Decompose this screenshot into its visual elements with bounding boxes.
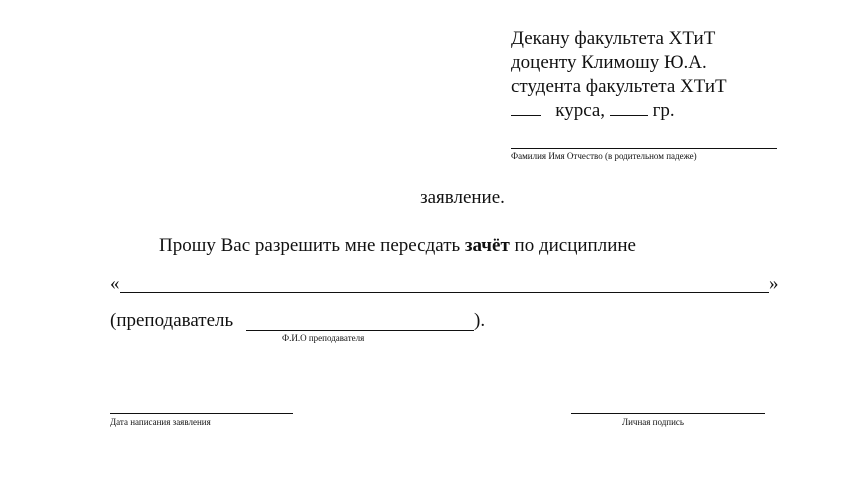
request-text-after: по дисциплине [514, 235, 636, 256]
signature-hint: Личная подпись [622, 417, 685, 427]
teacher-close: ). [474, 310, 486, 331]
date-hint: Дата написания заявления [110, 417, 211, 427]
document-title: заявление. [420, 187, 505, 208]
signature-line [571, 413, 765, 414]
date-line [110, 413, 293, 414]
request-text-before: Прошу Вас разрешить мне пересдать [159, 235, 461, 256]
addressee-student: студента факультета ХТиТ [511, 76, 727, 97]
teacher-name-hint: Ф.И.О преподавателя [282, 333, 365, 343]
quote-close: » [769, 273, 779, 294]
group-label: гр. [652, 100, 675, 121]
teacher-name-line [246, 330, 474, 331]
addressee-block [511, 27, 727, 123]
course-group-line [511, 99, 727, 123]
discipline-line [120, 292, 769, 293]
student-name-line [511, 148, 777, 149]
addressee-docent: доценту Климошу Ю.А. [511, 52, 707, 73]
group-blank [610, 99, 648, 116]
course-blank [511, 99, 541, 116]
student-name-hint: Фамилия Имя Отчество (в родительном падеже) [511, 151, 697, 161]
addressee-dean: Декану факультета ХТиТ [511, 28, 716, 49]
teacher-label: (преподаватель [110, 310, 234, 331]
quote-open: « [110, 273, 120, 294]
request-emphasis: зачёт [464, 235, 510, 256]
course-label: курса, [555, 100, 606, 121]
request-sentence [159, 235, 636, 257]
